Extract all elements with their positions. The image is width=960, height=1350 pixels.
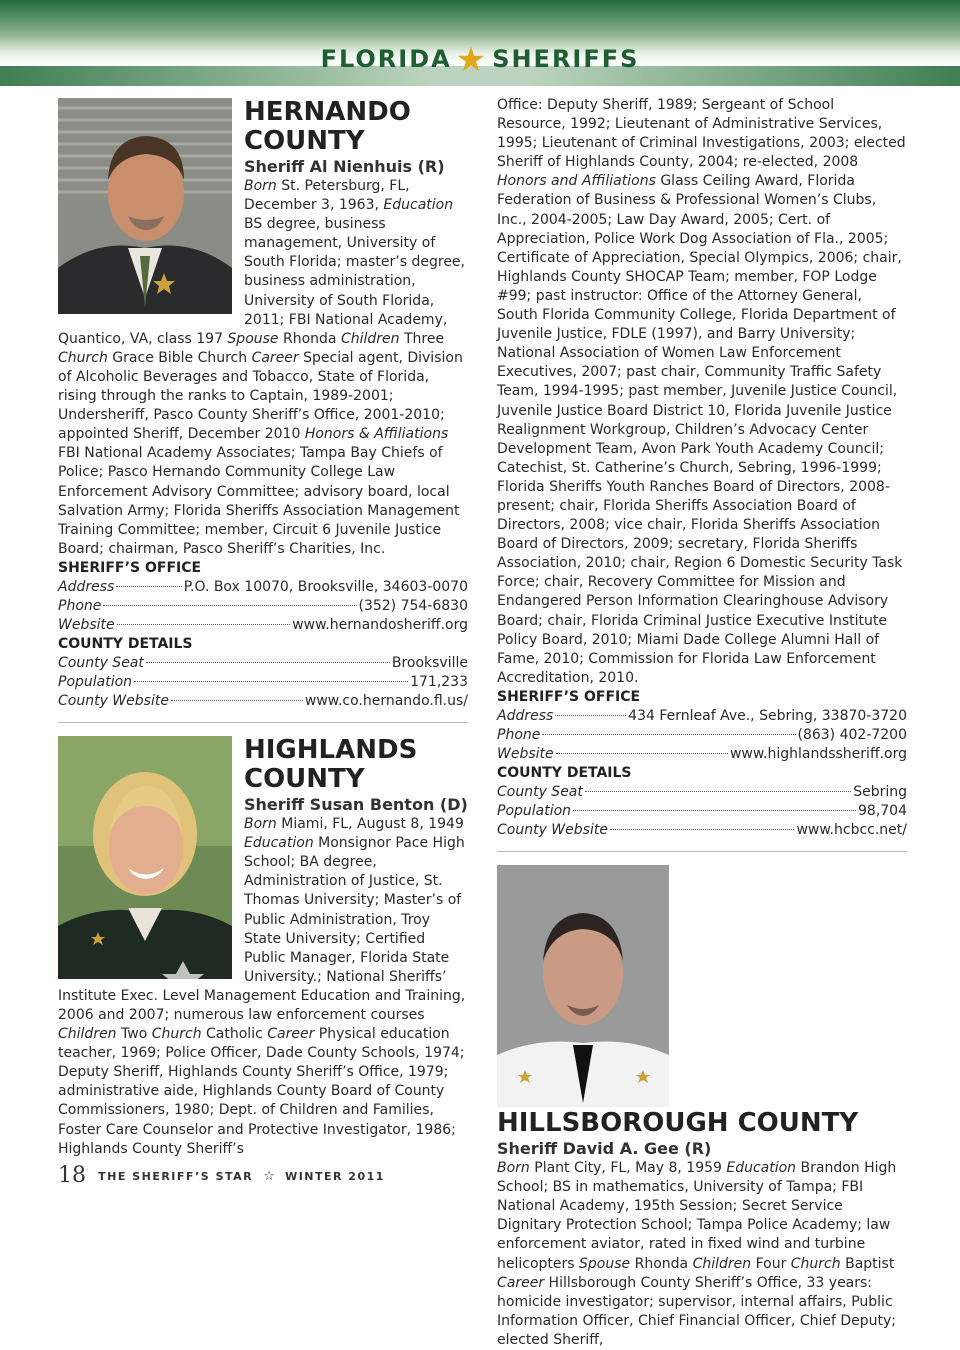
bio-text: Three bbox=[399, 330, 445, 347]
bio-text: Monsignor Pace High School; BA degree, Administration of Justice, St. Thomas University; Master’s of Public Administration, Troy State University; Certified Public Manager, Florida State University.; National Sheriffs’ Institute Exec. Level Management Education and Training, 2006 and 2007; numerous law enforcement courses bbox=[58, 835, 466, 1023]
dot-leader bbox=[146, 662, 390, 663]
info-value: 434 Fernleaf Ave., Sebring, 33870-3720 bbox=[628, 708, 907, 724]
dot-leader bbox=[573, 810, 856, 811]
bio-text: Hillsborough County Sheriff’s Office, 33 years: homicide investigator; supervisor, internal affairs, Public Information Officer, Chief Financial Officer, Chief Deputy; elected Sheriff, bbox=[497, 1274, 896, 1348]
bio-field-label: Career bbox=[251, 349, 299, 366]
info-value: 171,233 bbox=[410, 674, 468, 691]
info-row bbox=[58, 616, 468, 635]
hillsborough-section bbox=[497, 865, 907, 1350]
bio-text: Physical education teacher, 1969; Police Officer, Dade County Schools, 1974; Deputy Sheriff, Highlands County Sheriff’s Office, 1979; administrative aide, Highlands County Board of County Commissioners, 1980; Dept. of Children and Families, Foster Care Counselor and Protective Investigator, 1986; Highlands County Sheriff’s bbox=[58, 1026, 465, 1157]
hernando-office-heading: SHERIFF’S OFFICE bbox=[58, 559, 202, 576]
highlands-sheriff-name: Sheriff Susan Benton (D) bbox=[244, 795, 468, 815]
info-value: (352) 754-6830 bbox=[358, 597, 468, 614]
hillsborough-bio bbox=[497, 1159, 907, 1350]
right-column bbox=[497, 96, 907, 1350]
info-row bbox=[497, 802, 907, 821]
info-label: Phone bbox=[497, 727, 541, 743]
bio-field-label: Career bbox=[267, 1026, 315, 1043]
star-icon: ★ bbox=[455, 40, 489, 80]
hernando-office-list bbox=[58, 578, 468, 635]
info-row bbox=[497, 821, 907, 840]
dot-leader bbox=[555, 715, 626, 716]
hillsborough-sheriff-name: Sheriff David A. Gee (R) bbox=[497, 1139, 712, 1159]
bio-text: Two bbox=[116, 1026, 152, 1043]
bio-text: Brandon High School; BS in mathematics, University of Tampa; FBI National Academy, 195th Session; Secret Service Dignitary Protection School; Tampa Police Academy; law enforcement aviator, rated in fixed wind and turbine helicopters bbox=[497, 1160, 897, 1272]
hillsborough-county-heading: HILLSBOROUGH COUNTY bbox=[497, 1108, 859, 1139]
hernando-sheriff-photo bbox=[58, 98, 232, 314]
info-row bbox=[58, 673, 468, 692]
dot-leader bbox=[117, 624, 291, 625]
highlands-sheriff-photo bbox=[58, 736, 232, 979]
info-label: Address bbox=[58, 578, 115, 595]
star-outline-icon: ☆ bbox=[263, 1169, 275, 1184]
bio-text: Glass Ceiling Award, Florida Federation of Business & Professional Women’s Clubs, Inc., 2004-2005; Law Day Award, 2005; Cert. of Appreciation, Police Work Dog Association of Fla., 2005; Certificate of Appreciation, Special Olympics, 2006; chair, Highlands County SHOCAP Team; member, FOP Lodge #99; past instructor: Office of the Attorney General, South Florida Community College, Florida Department of Juvenile Justice, FDLE (1997), and Barry University; National Association of Women Law Enforcement Executives, 2007; past chair, Community Traffic Safety Team, 1994-1995; past member, Juvenile Justice Council, Juvenile Justice Board District 10, Florida Juvenile Justice Realignment Workgroup, Children’s Advocacy Center Development Team, Avon Park Youth Academy Council; Catechist, St. Catherine’s Church, Sebring, 1996-1999; Florida Sheriffs Youth Ranches Board of Directors, 2008-present; chair, Florida Sheriffs Association Board of Directors, 2008; vice chair, Florida Sheriffs Association Board of Directors, 2009; secretary, Florida Sheriffs Association, 2010; chair, Region 6 Domestic Security Task Force; chair, Recovery Committee for Mission and Endangered Person Information Clearinghouse Advisory Board; chair, Florida Criminal Justice Executive Institute Policy Board, 2010; Miami Dade College Alumni Hall of Fame, 2010; Commission for Florida Law Enforcement Accreditation, 2010. bbox=[497, 173, 903, 686]
publication-title: THE SHERIFF’S STAR bbox=[98, 1170, 254, 1183]
info-label: County Website bbox=[497, 822, 608, 839]
dot-leader bbox=[610, 829, 795, 830]
bio-field-label: Spouse bbox=[227, 330, 279, 347]
info-label: Population bbox=[497, 803, 572, 820]
bio-field-label: Church bbox=[790, 1255, 841, 1272]
info-row bbox=[58, 654, 468, 673]
dot-leader bbox=[171, 700, 303, 701]
bio-field-label: Education bbox=[244, 835, 314, 852]
info-label: County Seat bbox=[58, 655, 144, 672]
bio-field-label: Born bbox=[244, 816, 277, 833]
bio-field-label: Children bbox=[58, 1026, 117, 1043]
info-value: Sebring bbox=[853, 784, 907, 801]
bio-text: Rhonda bbox=[630, 1255, 693, 1272]
bio-field-label: Honors and Affiliations bbox=[497, 173, 656, 190]
section-divider bbox=[497, 851, 907, 852]
bio-text: Baptist bbox=[840, 1255, 895, 1272]
masthead-florida: FLORIDA bbox=[320, 45, 452, 73]
hernando-details-heading: COUNTY DETAILS bbox=[58, 635, 193, 652]
dot-leader bbox=[134, 681, 408, 682]
bio-text: Rhonda bbox=[278, 330, 341, 347]
bio-text: Four bbox=[751, 1255, 791, 1272]
left-column bbox=[58, 98, 468, 1159]
bio-field-label: Education bbox=[383, 197, 454, 214]
section-divider bbox=[58, 722, 468, 723]
info-value: www.hernandosheriff.org bbox=[292, 616, 468, 633]
bio-field-label: Children bbox=[340, 330, 400, 347]
highlands-section bbox=[58, 736, 468, 1159]
bio-text: Miami, FL, August 8, 1949 bbox=[276, 816, 464, 833]
info-label: Address bbox=[497, 708, 554, 724]
info-value: www.highlandssheriff.org bbox=[729, 746, 907, 762]
bio-field-label: Spouse bbox=[579, 1255, 631, 1272]
info-label: Website bbox=[497, 746, 554, 762]
masthead-sheriffs: SHERIFFS bbox=[492, 45, 640, 73]
masthead-banner bbox=[0, 0, 960, 86]
bio-field-label: Born bbox=[244, 178, 277, 194]
page-number: 18 bbox=[58, 1163, 86, 1188]
bio-text: St. Petersburg, FL, December 3, 1963, bbox=[244, 178, 410, 214]
bio-text: BS degree, business management, University of South Florida; master’s degree, business administration, University of South Florida, 2011; FBI National Academy, Quantico, VA, class 197 bbox=[58, 216, 465, 347]
bio-field-label: Church bbox=[58, 349, 108, 366]
info-row bbox=[497, 745, 907, 764]
info-value: P.O. Box 10070, Brooksville, 34603-0070 bbox=[183, 578, 468, 595]
info-label: Population bbox=[58, 674, 133, 691]
info-label: Phone bbox=[58, 597, 102, 614]
hernando-details-list bbox=[58, 654, 468, 711]
page-footer bbox=[58, 1163, 385, 1188]
bio-text: Plant City, FL, May 8, 1959 bbox=[529, 1160, 727, 1177]
hillsborough-sheriff-photo bbox=[497, 865, 669, 1107]
hernando-county-heading: HERNANDO COUNTY bbox=[244, 97, 411, 156]
info-row bbox=[58, 578, 468, 597]
info-label: Website bbox=[58, 616, 115, 633]
info-value: 98,704 bbox=[858, 803, 907, 820]
bio-text: FBI National Academy Associates; Tampa Bay Chiefs of Police; Pasco Hernando Community College Law Enforcement Advisory Committee; advisory board, local Salvation Army; Florida Sheriffs Association Management Training Committee; member, Circuit 6 Juvenile Justice Board; chairman, Pasco Sheriff’s Charities, Inc. bbox=[58, 445, 460, 557]
info-value: www.co.hernando.fl.us/ bbox=[304, 693, 468, 710]
highlands-details-list bbox=[497, 783, 907, 840]
bio-field-label: Children bbox=[692, 1255, 752, 1272]
bio-field-label: Career bbox=[497, 1274, 545, 1291]
info-row bbox=[497, 707, 907, 726]
info-row bbox=[497, 726, 907, 745]
info-value: www.hcbcc.net/ bbox=[796, 822, 907, 839]
bio-field-label: Education bbox=[726, 1160, 797, 1177]
hernando-section bbox=[58, 98, 468, 711]
bio-field-label: Born bbox=[497, 1160, 530, 1177]
highlands-bio-continued bbox=[497, 96, 907, 688]
highlands-details-heading: COUNTY DETAILS bbox=[497, 765, 632, 781]
bio-text: Catholic bbox=[201, 1026, 268, 1043]
info-label: County Seat bbox=[497, 784, 583, 801]
issue-label: WINTER 2011 bbox=[285, 1170, 385, 1183]
bio-text: Grace Bible Church bbox=[107, 349, 252, 366]
dot-leader bbox=[103, 605, 356, 606]
info-value: Brooksville bbox=[391, 655, 468, 672]
dot-leader bbox=[556, 753, 728, 754]
dot-leader bbox=[542, 734, 795, 735]
hernando-sheriff-name: Sheriff Al Nienhuis (R) bbox=[244, 157, 445, 176]
info-value: (863) 402-7200 bbox=[797, 727, 907, 743]
info-row bbox=[58, 597, 468, 616]
bio-text: Office: Deputy Sheriff, 1989; Sergeant of School Resource, 1992; Lieutenant of Administrative Services, 1995; Lieutenant of Criminal Investigations, 2003; elected Sheriff of Highlands County, 2004; re-elected, 2008 bbox=[497, 97, 906, 171]
masthead-title bbox=[0, 40, 960, 80]
info-row bbox=[58, 692, 468, 711]
highlands-office-list bbox=[497, 707, 907, 764]
dot-leader bbox=[585, 791, 851, 792]
bio-field-label: Honors & Affiliations bbox=[304, 426, 449, 443]
highlands-county-heading: HIGHLANDS COUNTY bbox=[244, 735, 418, 795]
bio-field-label: Church bbox=[151, 1026, 202, 1043]
bio-text: Special agent, Division of Alcoholic Beverages and Tobacco, State of Florida, rising through the ranks to Captain, 1989-2001; Undersheriff, Pasco County Sheriff’s Office, 2001-2010; appointed Sheriff, December 2010 bbox=[58, 349, 463, 443]
dot-leader bbox=[116, 586, 181, 587]
info-row bbox=[497, 783, 907, 802]
highlands-office-heading: SHERIFF’S OFFICE bbox=[497, 688, 641, 705]
info-label: County Website bbox=[58, 693, 169, 710]
